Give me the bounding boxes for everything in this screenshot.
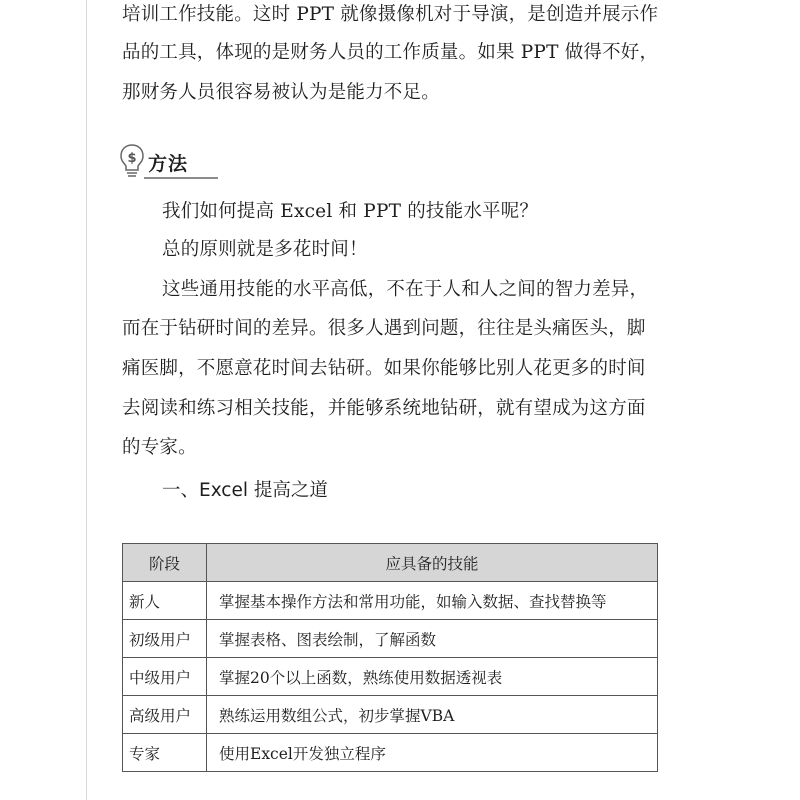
method-line-6: 去阅读和练习相关技能，并能够系统地钻研，就有望成为这方面: [122, 398, 646, 419]
skill-cell: 掌握表格、图表绘制，了解函数: [207, 620, 658, 658]
section-title: 一、Excel 提高之道: [162, 480, 328, 501]
table-header-row: [123, 544, 658, 582]
method-title: 方法: [148, 153, 189, 175]
header-skill: 应具备的技能: [207, 544, 658, 582]
method-line-7: 的专家。: [122, 437, 197, 458]
skill-cell: 掌握20个以上函数，熟练使用数据透视表: [207, 658, 658, 696]
method-line-1: 我们如何提高 Excel 和 PPT 的技能水平呢？: [162, 201, 539, 222]
table-row: [123, 620, 658, 658]
stage-cell: 新人: [123, 582, 207, 620]
stage-cell: 高级用户: [123, 696, 207, 734]
table-row: [123, 696, 658, 734]
skill-cell: 熟练运用数组公式，初步掌握VBA: [207, 696, 658, 734]
method-line-2: 总的原则就是多花时间！: [162, 239, 368, 260]
body-line-2: 品的工具，体现的是财务人员的工作质量。如果 PPT 做得不好，: [122, 42, 659, 63]
header-stage: 阶段: [123, 544, 207, 582]
stage-cell: 专家: [123, 734, 207, 772]
stage-cell: 初级用户: [123, 620, 207, 658]
skill-cell: 掌握基本操作方法和常用功能，如输入数据、查找替换等: [207, 582, 658, 620]
skills-table: [122, 543, 658, 772]
heading-underline: [144, 177, 218, 179]
lightbulb-dollar-icon: [120, 143, 148, 179]
table-row: [123, 582, 658, 620]
page-edge-line: [86, 0, 87, 800]
method-line-4: 而在于钻研时间的差异。很多人遇到问题，往往是头痛医头，脚: [122, 318, 646, 339]
svg-text:$: $: [127, 151, 137, 166]
body-line-3: 那财务人员很容易被认为是能力不足。: [122, 82, 440, 103]
method-line-5: 痛医脚，不愿意花时间去钻研。如果你能够比别人花更多的时间: [122, 358, 646, 379]
stage-cell: 中级用户: [123, 658, 207, 696]
method-line-3: 这些通用技能的水平高低，不在于人和人之间的智力差异，: [162, 279, 649, 300]
table-row: [123, 734, 658, 772]
table-row: [123, 658, 658, 696]
skill-cell: 使用Excel开发独立程序: [207, 734, 658, 772]
body-line-1: 培训工作技能。这时 PPT 就像摄像机对于导演，是创造并展示作: [122, 4, 659, 25]
